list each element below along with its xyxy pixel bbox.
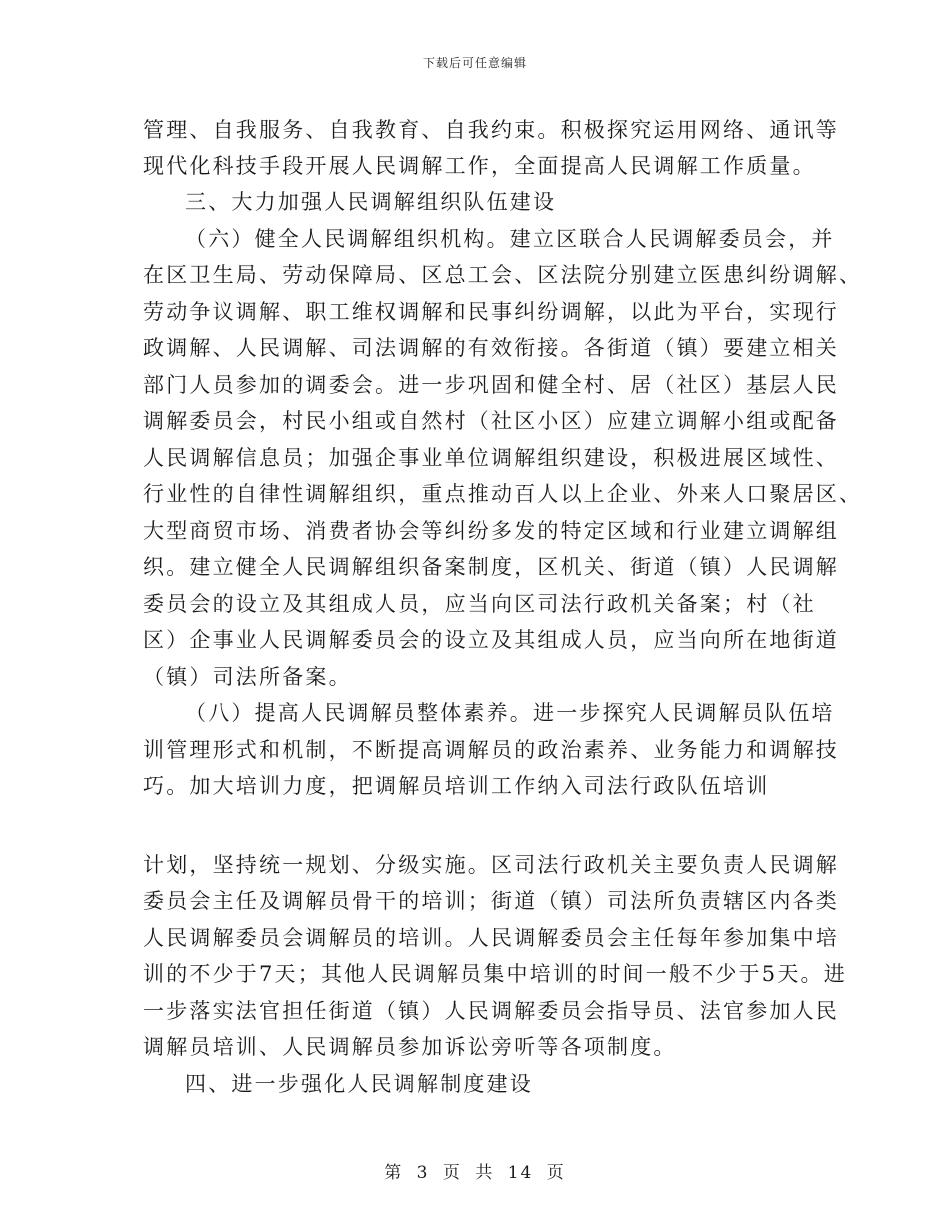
page-number-footer: 第 3 页 共 14 页	[384, 1163, 566, 1183]
body-line: 行业性的自律性调解组织，重点推动百人以上企业、外来人口聚居区、	[143, 482, 863, 506]
body-line: 人民调解委员会调解员的培训。人民调解委员会主任每年参加集中培	[143, 926, 839, 950]
body-line: 巧。加大培训力度，把调解员培训工作纳入司法行政队伍培训	[143, 774, 770, 798]
body-line: 部门人员参加的调委会。进一步巩固和健全村、居（社区）基层人民	[143, 373, 839, 397]
paragraph-8-start: （八）提高人民调解员整体素养。进一步探究人民调解员队伍培	[185, 701, 835, 725]
body-line: 现代化科技手段开展人民调解工作，全面提高人民调解工作质量。	[143, 154, 816, 178]
body-line: 计划，坚持统一规划、分级实施。区司法行政机关主要负责人民调解	[143, 853, 839, 877]
section-heading-4: 四、进一步强化人民调解制度建设	[185, 1072, 533, 1096]
body-line: 劳动争议调解、职工维权调解和民事纠纷调解，以此为平台，实现行	[143, 300, 839, 324]
body-line: 训管理形式和机制，不断提高调解员的政治素养、业务能力和调解技	[143, 738, 839, 762]
page-header: 下载后可任意编辑	[422, 56, 527, 70]
body-line: 人民调解信息员；加强企事业单位调解组织建设，积极进展区域性、	[143, 446, 839, 470]
body-line: 委员会的设立及其组成人员，应当向区司法行政机关备案；村（社	[143, 592, 816, 616]
body-line: 调解委员会，村民小组或自然村（社区小区）应建立调解小组或配备	[143, 409, 839, 433]
body-line: 调解员培训、人民调解员参加诉讼旁听等各项制度。	[143, 1035, 677, 1059]
body-line: 区）企事业人民调解委员会的设立及其组成人员，应当向所在地街道	[143, 628, 839, 652]
section-heading-3: 三、大力加强人民调解组织队伍建设	[185, 190, 557, 214]
body-line: （镇）司法所备案。	[143, 665, 352, 689]
body-line: 一步落实法官担任街道（镇）人民调解委员会指导员、法官参加人民	[143, 999, 839, 1023]
body-line: 织。建立健全人民调解组织备案制度，区机关、街道（镇）人民调解	[143, 555, 839, 579]
body-line: 在区卫生局、劳动保障局、区总工会、区法院分别建立医患纠纷调解、	[143, 263, 863, 287]
body-line: 大型商贸市场、消费者协会等纠纷多发的特定区域和行业建立调解组	[143, 519, 839, 543]
body-line: 训的不少于7天；其他人民调解员集中培训的时间一般不少于5天。进	[143, 962, 847, 986]
body-line: 管理、自我服务、自我教育、自我约束。积极探究运用网络、通讯等	[143, 118, 839, 142]
body-line: 政调解、人民调解、司法调解的有效衔接。各街道（镇）要建立相关	[143, 336, 839, 360]
body-line: 委员会主任及调解员骨干的培训；街道（镇）司法所负责辖区内各类	[143, 889, 839, 913]
paragraph-6-start: （六）健全人民调解组织机构。建立区联合人民调解委员会，并	[185, 227, 835, 251]
